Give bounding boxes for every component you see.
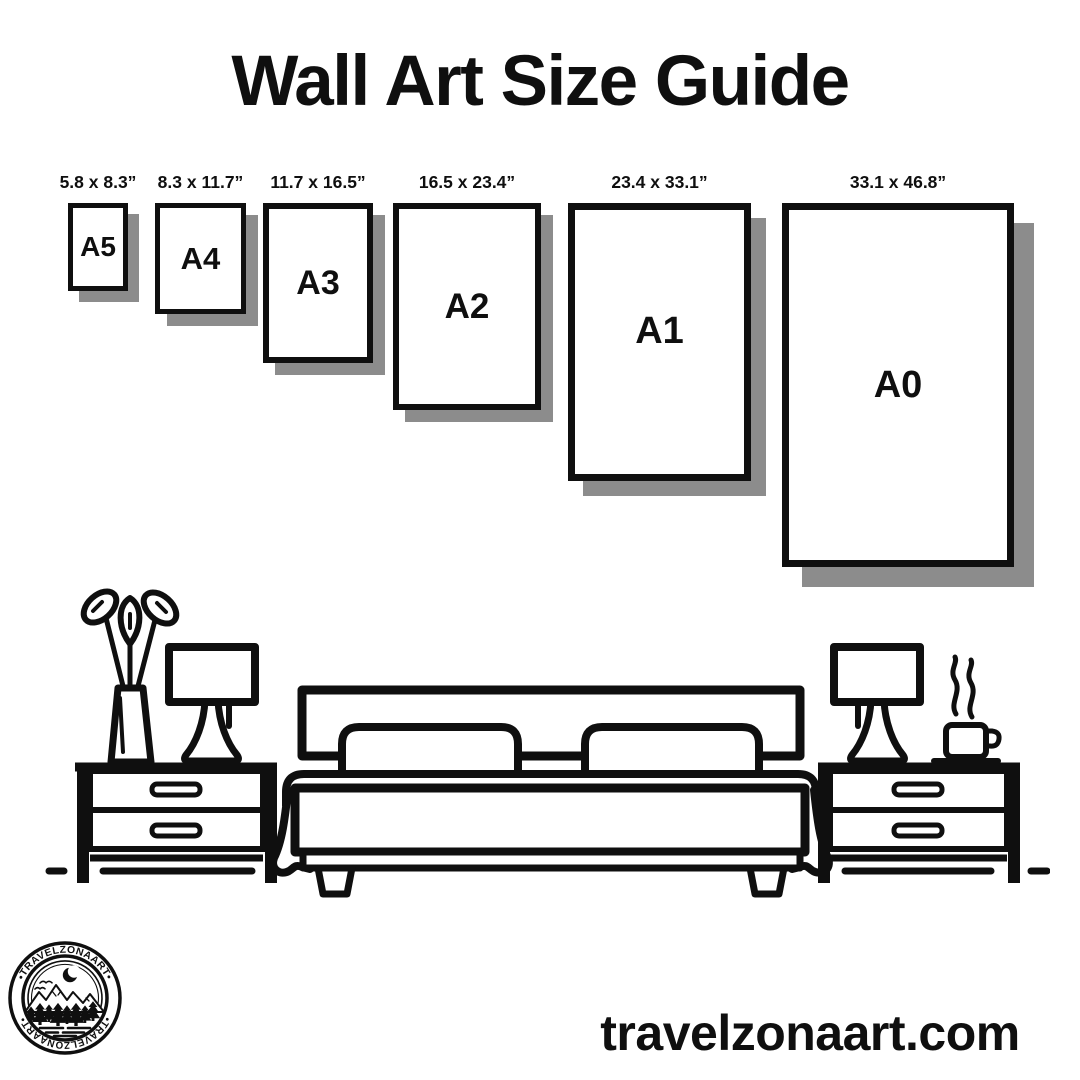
size-frame-a5: [68, 203, 128, 291]
page-title: Wall Art Size Guide: [231, 42, 849, 121]
logo-text-bottom: •TRAVELZONAART•: [17, 1014, 113, 1051]
bedroom-illustration: [40, 580, 1050, 910]
size-letter-a4: A4: [180, 241, 221, 276]
size-group-a4: [155, 172, 246, 314]
nightstand-icon: [818, 767, 1020, 883]
size-group-a0: [782, 172, 1014, 567]
birds-icon: [35, 981, 52, 989]
logo-text-top: •TRAVELZONAART•: [15, 944, 115, 982]
size-dimensions-a2: 16.5 x 23.4”: [418, 172, 516, 192]
mountain-badge-logo: [0, 933, 130, 1063]
size-letter-a1: A1: [635, 310, 684, 352]
size-dimensions-a4: 8.3 x 11.7”: [157, 172, 244, 192]
size-group-a2: [393, 172, 541, 410]
size-group-a5: [59, 172, 137, 291]
moon-icon: [63, 965, 80, 982]
table-lamp-icon: [834, 647, 920, 761]
size-dimensions-a1: 23.4 x 33.1”: [611, 172, 708, 192]
size-frame-a4: [155, 203, 246, 314]
size-letter-a2: A2: [444, 287, 490, 326]
size-dimensions-a0: 33.1 x 46.8”: [849, 172, 947, 192]
size-dimensions-a5: 5.8 x 8.3”: [59, 172, 137, 192]
website-url: travelzonaart.com: [600, 1005, 1020, 1061]
bed-icon: [273, 690, 829, 894]
coffee-cup-icon: [934, 657, 999, 761]
table-lamp-icon: [169, 647, 255, 761]
nightstand-icon: [75, 767, 277, 883]
size-frame-a1: [568, 203, 751, 481]
size-frame-a2: [393, 203, 541, 410]
size-letter-a0: A0: [873, 364, 923, 406]
size-frame-a0: [782, 203, 1014, 567]
size-frame-a3: [263, 203, 373, 363]
pillow-icon: [585, 727, 759, 776]
size-group-a1: [568, 172, 751, 481]
size-letter-a5: A5: [80, 231, 116, 262]
size-dimensions-a3: 11.7 x 16.5”: [270, 172, 366, 192]
steam-icon: [953, 657, 973, 717]
size-letter-a3: A3: [296, 264, 340, 302]
size-group-a3: [263, 172, 373, 363]
pillow-icon: [342, 727, 518, 776]
logo-scene: [25, 961, 104, 1036]
